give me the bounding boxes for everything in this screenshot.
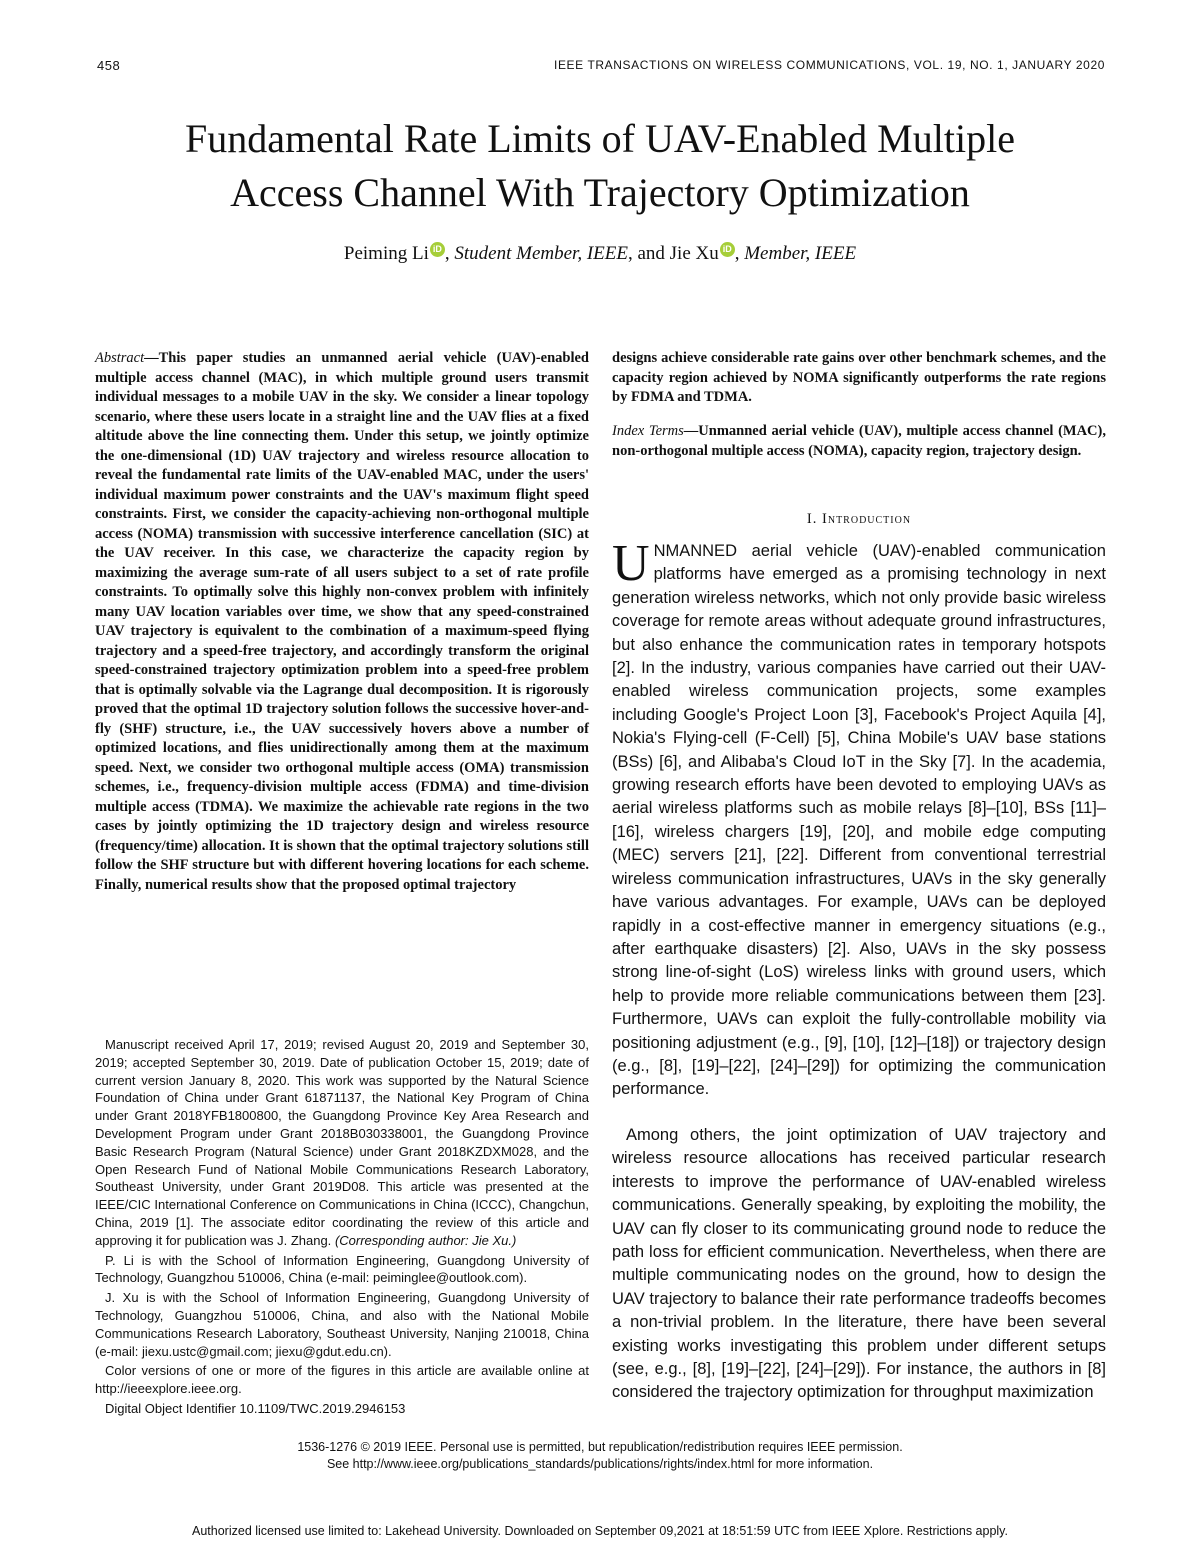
index-terms-label: Index Terms bbox=[612, 423, 684, 439]
footnote-manuscript bbox=[95, 1036, 589, 1250]
footnote-affiliation-2: J. Xu is with the School of Information Engineering, Guangdong University of Technology, Guangzhou 510006, China, and also with the National Mobile Communications Research Laboratory, Southeast University, Nanjing 210018, China (e-mail: jiexu.ustc@gmail.com; jiexu@gdut.edu.cn). bbox=[95, 1290, 589, 1359]
author-2-name: Jie Xu bbox=[669, 243, 719, 264]
title-line-1: Fundamental Rate Limits of UAV-Enabled Multiple bbox=[185, 116, 1015, 161]
drop-cap: U bbox=[612, 535, 650, 592]
orcid-icon[interactable]: iD bbox=[720, 242, 735, 257]
intro-paragraph-1 bbox=[612, 535, 1106, 1102]
title-line-2: Access Channel With Trajectory Optimization bbox=[230, 170, 970, 215]
footnote-doi: Digital Object Identifier 10.1109/TWC.2019.2946153 bbox=[105, 1400, 406, 1416]
abstract-text: —This paper studies an unmanned aerial vehicle (UAV)-enabled multiple access channel (MAC), in which multiple ground users transmit individual messages to a mobile UAV in the sky. We consider a linear topology scenario, where these users locate in a straight line and the UAV flies at a fixed altitude above the line connecting them. Under this setup, we jointly optimize the one-dimensional (1D) UAV trajectory and wireless resource allocation to reveal the fundamental rate limits of the UAV-enabled MAC, under the users' individual maximum power constraints and the UAV's maximum flight speed constraints. First, we consider the capacity-achieving non-orthogonal multiple access (NOMA) transmission with successive interference cancellation (SIC) at the UAV receiver. In this case, we characterize the capacity region by maximizing the average sum-rate of all users subject to a set of rate profile constraints. To optimally solve this highly non-convex problem with infinitely many UAV location variables over time, we show that any speed-constrained UAV trajectory is equivalent to the combination of a maximum-speed flying trajectory and a speed-free trajectory, and accordingly transform the original speed-constrained trajectory optimization problem into a speed-free problem that is optimally solvable via the Lagrange dual decomposition. It is rigorously proved that the optimal 1D trajectory solution follows the successive hover-and-fly (SHF) structure, i.e., the UAV successively hovers above a number of optimized locations, and flies unidirectionally among them at the maximum speed. Next, we consider two orthogonal multiple access (OMA) transmission schemes, i.e., frequency-division multiple access (FDMA) and time-division multiple access (TDMA). We maximize the achievable rate regions in the two cases by jointly optimizing the 1D trajectory design and wireless resource (frequency/time) allocation. It is shown that the optimal trajectory solutions still follow the SHF structure but with different hovering locations for each scheme. Finally, numerical results show that the proposed optimal trajectory bbox=[95, 350, 589, 893]
journal-name: IEEE TRANSACTIONS ON WIRELESS COMMUNICATIONS, VOL. 19, NO. 1, JANUARY 2020 bbox=[554, 58, 1105, 72]
page-number: 458 bbox=[97, 58, 121, 73]
author-1-role: Student Member, IEEE bbox=[454, 243, 628, 264]
author-line: Peiming Li iD , Student Member, IEEE, and Jie Xu iD , Member, IEEE bbox=[343, 243, 857, 264]
running-header bbox=[97, 58, 1105, 76]
copyright-notice bbox=[95, 1439, 1105, 1473]
footnote-manuscript-text: Manuscript received April 17, 2019; revised August 20, 2019 and September 30, 2019; accepted September 30, 2019. Date of publication October 15, 2019; date of current version January 8, 2020. This work was supported by the Natural Science Foundation of China under Grant 61871137, the National Key Program of China under Grant 2018YFB1800800, the Guangdong Province Key Area Research and Development Program under Grant 2018B030338001, the Guangdong Province Basic Research Program (Natural Science) under Grant 2018KZDXM028, and the Open Research Fund of National Mobile Communications Research Laboratory, Southeast University, under Grant 2019D08. This article was presented at the IEEE/CIC International Conference on Communications in China (ICCC), Changchun, China, 2019 [1]. The associate editor coordinating the review of this article and approving it for publication was J. Zhang. bbox=[95, 1037, 589, 1248]
author-1-name: Peiming Li bbox=[343, 243, 429, 264]
intro-paragraph-1-text: NMANNED aerial vehicle (UAV)-enabled communication platforms have emerged as a promising technology in next generation wireless networks, which not only provide basic wireless coverage for remote areas without adequate ground infrastructures, but also enhance the communication rates in temporary hotspots [2]. In the industry, various companies have carried out their UAV-enabled wireless communication projects, some examples including Google's Project Loon [3], Facebook's Project Aquila [4], Nokia's Flying-cell (F-Cell) [5], China Mobile's UAV base stations (BSs) [6], and Alibaba's Cloud IoT in the Sky [7]. In the academia, growing research efforts have been devoted to employing UAVs as aerial wireless platforms such as mobile relays [8]–[10], BSs [11]–[16], wireless chargers [19], [20], and mobile edge computing (MEC) servers [21], [22]. Different from conventional terrestrial wireless communication infrastructures, UAVs in the sky generally have various advantages. For example, UAVs can be deployed rapidly in a cost-effective manner in emergency situations (e.g., after earthquake disasters) [2]. Also, UAVs in the sky possess strong line-of-sight (LoS) wireless links with ground users, which help to provide more reliable communications between them [23]. Furthermore, UAVs can exploit the fully-controllable mobility via positioning adjustment (e.g., [9], [10], [12]–[18]) or trajectory design (e.g., [8], [19]–[22], [24]–[29]) for optimizing the communication performance. bbox=[612, 542, 1106, 1099]
footnote-color: Color versions of one or more of the figures in this article are available online at http://ieeexplore.ieee.org. bbox=[95, 1363, 589, 1397]
section-heading bbox=[612, 511, 1106, 528]
copyright-line-2: See http://www.ieee.org/publications_standards/publications/rights/index.html for more information. bbox=[326, 1457, 874, 1471]
corresponding-author: (Corresponding author: Jie Xu.) bbox=[334, 1232, 517, 1248]
author-joiner: , and bbox=[627, 243, 670, 264]
abstract bbox=[95, 349, 589, 895]
section-title: Introduction bbox=[822, 511, 912, 527]
abstract-label: Abstract bbox=[95, 350, 145, 366]
copyright-line-1: 1536-1276 © 2019 IEEE. Personal use is permitted, but republication/redistribution requires IEEE permission. bbox=[297, 1440, 903, 1454]
download-notice: Authorized licensed use limited to: Lakehead University. Downloaded on September 09,2021 at 18:51:59 UTC from IEEE Xplore. Restrictions apply. bbox=[192, 1524, 1008, 1538]
intro-paragraph-2: Among others, the joint optimization of UAV trajectory and wireless resource allocations has received particular research interests to improve the performance of UAV-enabled wireless communications. Generally speaking, by exploiting the mobility, the UAV can fly closer to its communicating ground node to reduce the path loss for efficient communication. Nevertheless, when there are multiple communicating nodes on the ground, how to design the UAV trajectory to balance their rate performance tradeoffs becomes a non-trivial problem. In the literature, there have been several existing works investigating this problem under different setups (see, e.g., [8], [19]–[22], [24]–[29]). For instance, the authors in [8] considered the trajectory optimization for throughput maximization bbox=[612, 1126, 1106, 1402]
author-2-role: Member, IEEE bbox=[744, 243, 857, 264]
orcid-icon[interactable]: iD bbox=[430, 242, 445, 257]
page-title bbox=[60, 112, 1140, 220]
section-number: I. bbox=[806, 511, 818, 527]
abstract-continued: designs achieve considerable rate gains over other benchmark schemes, and the capacity region achieved by NOMA significantly outperforms the rate regions by FDMA and TDMA. bbox=[612, 350, 1106, 405]
footnote-affiliation-1: P. Li is with the School of Information Engineering, Guangdong University of Technology, Guangzhou 510006, China (e-mail: peiminglee@outlook.com). bbox=[95, 1252, 589, 1286]
index-terms bbox=[612, 422, 1106, 461]
index-terms-text: —Unmanned aerial vehicle (UAV), multiple access channel (MAC), non-orthogonal multiple access (NOMA), capacity region, trajectory design. bbox=[612, 423, 1106, 459]
footnotes bbox=[95, 1036, 589, 1420]
